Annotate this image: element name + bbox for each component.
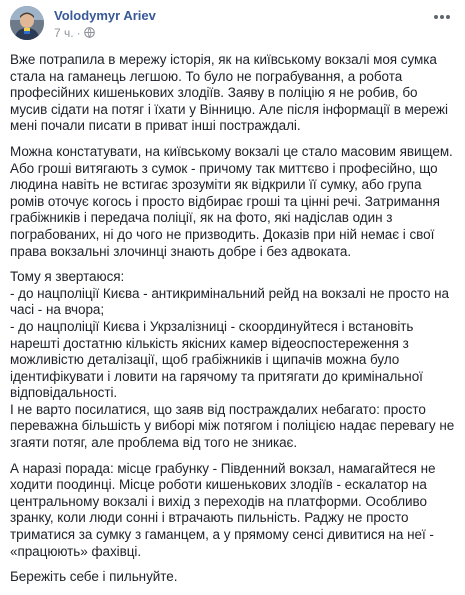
globe-icon[interactable]	[84, 27, 95, 38]
more-options-icon[interactable]	[431, 10, 453, 24]
post-paragraph: Можна констатувати, на київському вокзалі це стало масовим явищем. Або гроші витягають з сумок - причому так миттєво і професійно, що людина навіть не встигає зрозуміти як відкрили її сумку, або група ромів оточує когось і просто відбирає гроші та цінні речі. Затримання грабіжників і передача поліції, як на фото, які надіслав один з пограбованих, ні до чого не призводить. Доказів при ній немає і свої права вокзальні злочинці знають добре і без адвоката.	[10, 143, 453, 259]
avatar-image	[10, 6, 44, 40]
avatar[interactable]	[10, 6, 44, 40]
post-paragraph: А наразі порада: місце грабунку - Південний вокзал, намагайтеся не ходити поодинці. Місце роботи кишенькових злодіїв - ескалатор на центральному вокзалі і вихід з переходів на платформи. Особливо зранку, коли люди сонні і втрачають пильність. Раджу не просто триматися за сумку з гаманцем, а у прямому сенсі дивитися на неї - «працюють» фахівці.	[10, 460, 436, 559]
post-time[interactable]: 7 ч.	[54, 26, 74, 40]
post-header	[10, 6, 455, 40]
post-body	[10, 52, 458, 595]
meta-separator: ·	[76, 26, 81, 40]
post-paragraph: Тому я звертаюся: - до нацполіції Києва - антикримінальний рейд на вокзалі не просто на часі - на вчора; - до нацполіції Києва і Укрзалізниці - скоординуйтеся і встановіть нарешті достатню кількість якісних камер відеоспостереження з можливістю деталізації, щоб грабіжників і щипачів можна було ідентифікувати і ловити на гарячому та притягати до кримінальної відповідальності. I не варто посилатися, що заяв від постраждалих небагато: просто переважна більшість у виборі між потягом і поліцією надає перевагу не згаяти потяг, але проблема від того не зникає.	[10, 269, 455, 451]
post-paragraph: Бережіть себе і пильнуйте.	[10, 569, 178, 585]
post-meta	[54, 26, 95, 40]
post-paragraph: Вже потрапила в мережу історія, як на київському вокзалі моя сумка стала на гаманець легшою. То було не пограбування, а робота професійних кишенькових злодіїв. Заяву в поліцію я не робив, бо мусив сідати на потяг і їхати у Вінницю. Але після інформації в мережі мені почали писати в приват інші постраждалі.	[10, 52, 448, 134]
author-name[interactable]: Volodymyr Ariev	[54, 8, 156, 23]
